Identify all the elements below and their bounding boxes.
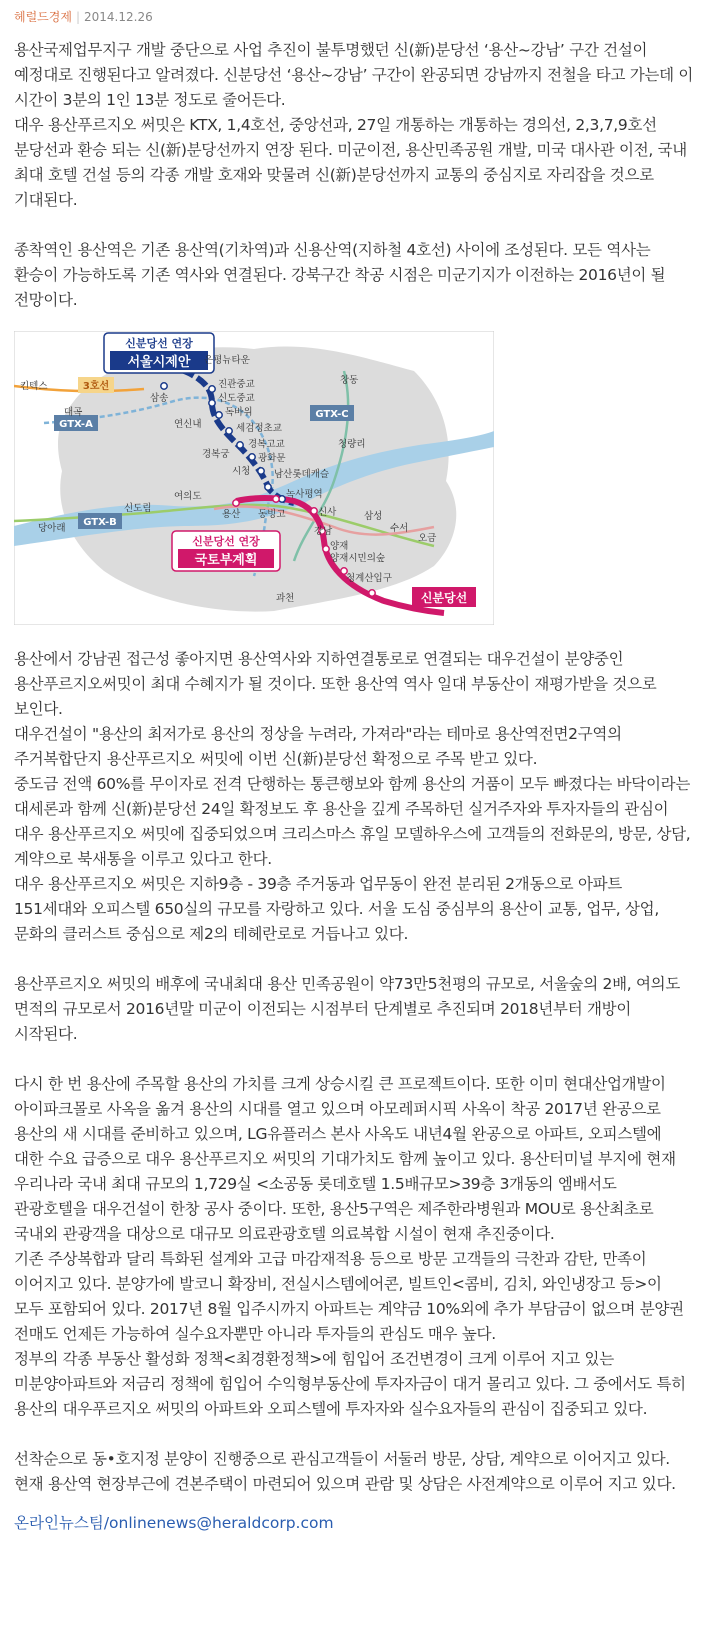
- ministry-plan-subtitle: 국토부계획: [194, 553, 258, 568]
- map-label: 대곡: [64, 407, 83, 418]
- seoul-plan-subtitle: 서울시제안: [127, 355, 191, 370]
- map-label: 오금: [418, 533, 437, 544]
- map-label: 남산롯데캐슬: [274, 469, 330, 480]
- station-dot: [237, 442, 243, 448]
- shinbundang-label: 신분당선: [420, 591, 468, 605]
- spacer: [14, 1047, 694, 1072]
- map-label: 수서: [390, 523, 409, 534]
- station-dot: [258, 468, 264, 474]
- map-label: 창동: [340, 375, 359, 386]
- paragraph: 용산에서 강남권 접근성 좋아지면 용산역사와 지하연결통로로 연결되는 대우건설이 분양중인 용산푸르지오써밋이 최대 수혜지가 될 것이다. 또한 용산역 역사 일대 부동산이 재평가받을 것으로 보인다.: [14, 650, 657, 718]
- paragraph: 대우 용산푸르지오 써밋은 지하9층 - 39층 주거동과 업무동이 완전 분리된 2개동으로 아파트 151세대와 오피스텔 650실의 규모를 자랑하고 있다. 서울 도심 중심부의 용산이 교통, 업무, 상업, 문화의 클러스트 중심으로 제2의 테헤란로로 거듭나고 있다.: [14, 875, 659, 943]
- map-label: 신사: [318, 507, 337, 518]
- station-dot: [209, 400, 215, 406]
- article-body: [14, 38, 694, 1533]
- ministry-plan-title: 신분당선 연장: [192, 535, 260, 548]
- station-dot: [209, 386, 215, 392]
- paragraph: 용산푸르지오 써밋의 배후에 국내최대 용산 민족공원이 약73만5천평의 규모로, 서울숲의 2배, 여의도 면적의 규모로서 2016년말 미군이 이전되는 시점부터 단계별로 추진되며 2018년부터 개방이 시작된다.: [14, 975, 681, 1043]
- publish-date: 2014.12.26: [84, 10, 153, 24]
- paragraph: 중도금 전액 60%를 무이자로 전격 단행하는 통큰행보와 함께 용산의 거품이 모두 빠졌다는 바닥이라는 대세론과 함께 신(新)분당선 24일 확정보도 후 용산을 깊게 주목하던 실거주자와 투자자들의 관심이 대우 용산푸르지오 써밋에 집중되었으며 크리스마스 휴일 모델하우스에 고객들의 전화문의, 방문, 상담, 계약으로 북새통을 이루고 있다고 한다.: [14, 775, 691, 868]
- map-label: 독바위: [225, 407, 253, 418]
- map-label: 강남: [314, 526, 333, 537]
- route-map-figure: [14, 331, 494, 625]
- map-label: 당아래: [38, 523, 66, 534]
- route-map: [14, 331, 494, 625]
- station-dot: [323, 546, 329, 552]
- news-source[interactable]: 헤럴드경제: [14, 10, 72, 24]
- station-dot: [273, 496, 279, 502]
- station-dot: [249, 454, 255, 460]
- map-label: 신도중교: [218, 393, 255, 404]
- map-label: 연신내: [174, 419, 202, 430]
- station-dot: [233, 500, 239, 506]
- map-label: 녹사평역: [286, 489, 323, 500]
- map-label: 용산: [222, 509, 241, 520]
- paragraph: 다시 한 번 용산에 주목할 용산의 가치를 크게 상승시킬 큰 프로젝트이다. 또한 이미 현대산업개발이 아이파크몰로 사옥을 옮겨 용산의 시대를 열고 있으며 아모레퍼시픽 사옥이 착공 2017년 완공으로 용산의 새 시대를 준비하고 있으며, LG유플러스 본사 사옥도 내년4월 완공으로 아파트, 오피스텔에 대한 수요 급증으로 대우 용산푸르지오 써밋의 기대가치도 함께 높이고 있다. 용산터미널 부지에 현재 우리나라 국내 최대 규모의 1,729실 <소공동 롯데호텔 1.5배규모>39층 3개동의 엠배서도 관광호텔을 대우건설이 한창 공사 중이다. 또한, 용산5구역은 제주한라병원과 MOU로 용산최초로 국내외 관광객을 대상으로 대규모 의료관광호텔 의료복합 시설이 현재 추진중이다.: [14, 1075, 676, 1243]
- paragraph: 종착역인 용산역은 기존 용산역(기차역)과 신용산역(지하철 4호선) 사이에 조성된다. 모든 역사는 환승이 가능하도록 기존 역사와 연결된다. 강북구간 착공 시점은 미군기지가 이전하는 2016년이 될 전망이다.: [14, 241, 666, 309]
- map-label: 삼성: [364, 511, 383, 522]
- map-label: 경복고교: [248, 439, 285, 450]
- map-label: 삼송: [150, 393, 169, 404]
- gtx-c-label: GTX-C: [315, 409, 349, 420]
- paragraph: 용산국제업무지구 개발 중단으로 사업 추진이 불투명했던 신(新)분당선 ‘용산~강남’ 구간 건설이 예정대로 진행된다고 알려졌다. 신분당선 ‘용산~강남’ 구간이 완공되면 강남까지 전철을 타고 가는데 이 시간이 3분의 1인 13분 정도로 줄어든다.: [14, 41, 694, 109]
- map-label: 세검정초교: [236, 423, 282, 434]
- map-label: 진관중교: [218, 379, 255, 390]
- paragraph: 대우건설이 "용산의 최저가로 용산의 정상을 누려라, 가져라"라는 테마로 용산역전면2구역의 주거복합단지 용산푸르지오 써밋에 이번 신(新)분당선 확정으로 주목 받고 있다.: [14, 725, 622, 768]
- map-label: 신도림: [124, 503, 152, 514]
- line-3-label: 3호선: [82, 381, 110, 392]
- map-label: 경복궁: [202, 449, 230, 460]
- paragraph: 대우 용산푸르지오 써밋은 KTX, 1,4호선, 중앙선과, 27일 개통하는 개통하는 경의선, 2,3,7,9호선 분당선과 환승 되는 신(新)분당선까지 연장 된다. 미군이전, 용산민족공원 개발, 미국 대사관 이전, 국내 최대 호텔 건설 등의 각종 개발 호재와 맞물려 신(新)분당선까지 교통의 중심지로 자리잡을 것으로 기대된다.: [14, 116, 687, 209]
- byline[interactable]: 온라인뉴스팀/onlinenews@heraldcorp.com: [14, 1514, 334, 1532]
- paragraph: 기존 주상복합과 달리 특화된 설계와 고급 마감재적용 등으로 방문 고객들의 극찬과 감탄, 만족이 이어지고 있다. 분양가에 발코니 확장비, 전실시스템에어콘, 빌트인<콤비, 김치, 와인냉장고 등>이 모두 포함되어 있다. 2017년 8월 입주시까지 아파트는 계약금 10%외에 추가 부담금이 없으며 분양권 전매도 언제든 가능하여 실수요자뿐만 아니라 투자들의 관심도 매우 높다.: [14, 1250, 684, 1343]
- station-dot: [216, 412, 222, 418]
- seoul-land: [58, 346, 456, 611]
- seoul-plan-title: 신분당선 연장: [125, 337, 193, 350]
- map-label: 은평뉴타운: [204, 355, 250, 366]
- map-label: 과천: [276, 593, 295, 604]
- map-label: 광화문: [258, 453, 286, 464]
- map-label: 킨텍스: [20, 381, 48, 392]
- station-dot: [161, 383, 167, 389]
- station-dot: [311, 508, 317, 514]
- map-label: 청계산입구: [346, 573, 392, 584]
- meta-separator: |: [75, 10, 81, 24]
- gtx-a-label: GTX-A: [59, 419, 93, 430]
- map-label: 동빙고: [258, 509, 286, 520]
- map-label: 양재: [330, 541, 349, 552]
- paragraph: 선착순으로 동•호지정 분양이 진행중으로 관심고객들이 서둘러 방문, 상담, 계약으로 이어지고 있다. 현재 용산역 현장부근에 견본주택이 마련되어 있으며 관람 및 상담은 사전계약으로 이루어 지고 있다.: [14, 1450, 676, 1493]
- gtx-b-label: GTX-B: [83, 517, 117, 528]
- article-meta: [14, 8, 153, 25]
- spacer: [14, 947, 694, 972]
- spacer: [14, 213, 694, 238]
- paragraph: 정부의 각종 부동산 활성화 정책<최경환정책>에 힘입어 조건변경이 크게 이루어 지고 있는 미분양아파트와 저금리 정책에 힘입어 수익형부동산에 투자자금이 대거 몰리고 있다. 그 중에서도 특히 용산의 대우푸르지오 써밋의 아파트와 오피스텔에 투자자와 실수요자들의 관심이 집중되고 있다.: [14, 1350, 686, 1418]
- map-label: 여의도: [174, 491, 202, 502]
- map-label: 양재시민의숲: [330, 553, 386, 564]
- station-dot: [265, 484, 271, 490]
- spacer: [14, 1422, 694, 1447]
- map-label: 시청: [232, 466, 251, 477]
- map-label: 청량리: [338, 439, 366, 450]
- station-dot: [369, 590, 375, 596]
- station-dot: [226, 428, 232, 434]
